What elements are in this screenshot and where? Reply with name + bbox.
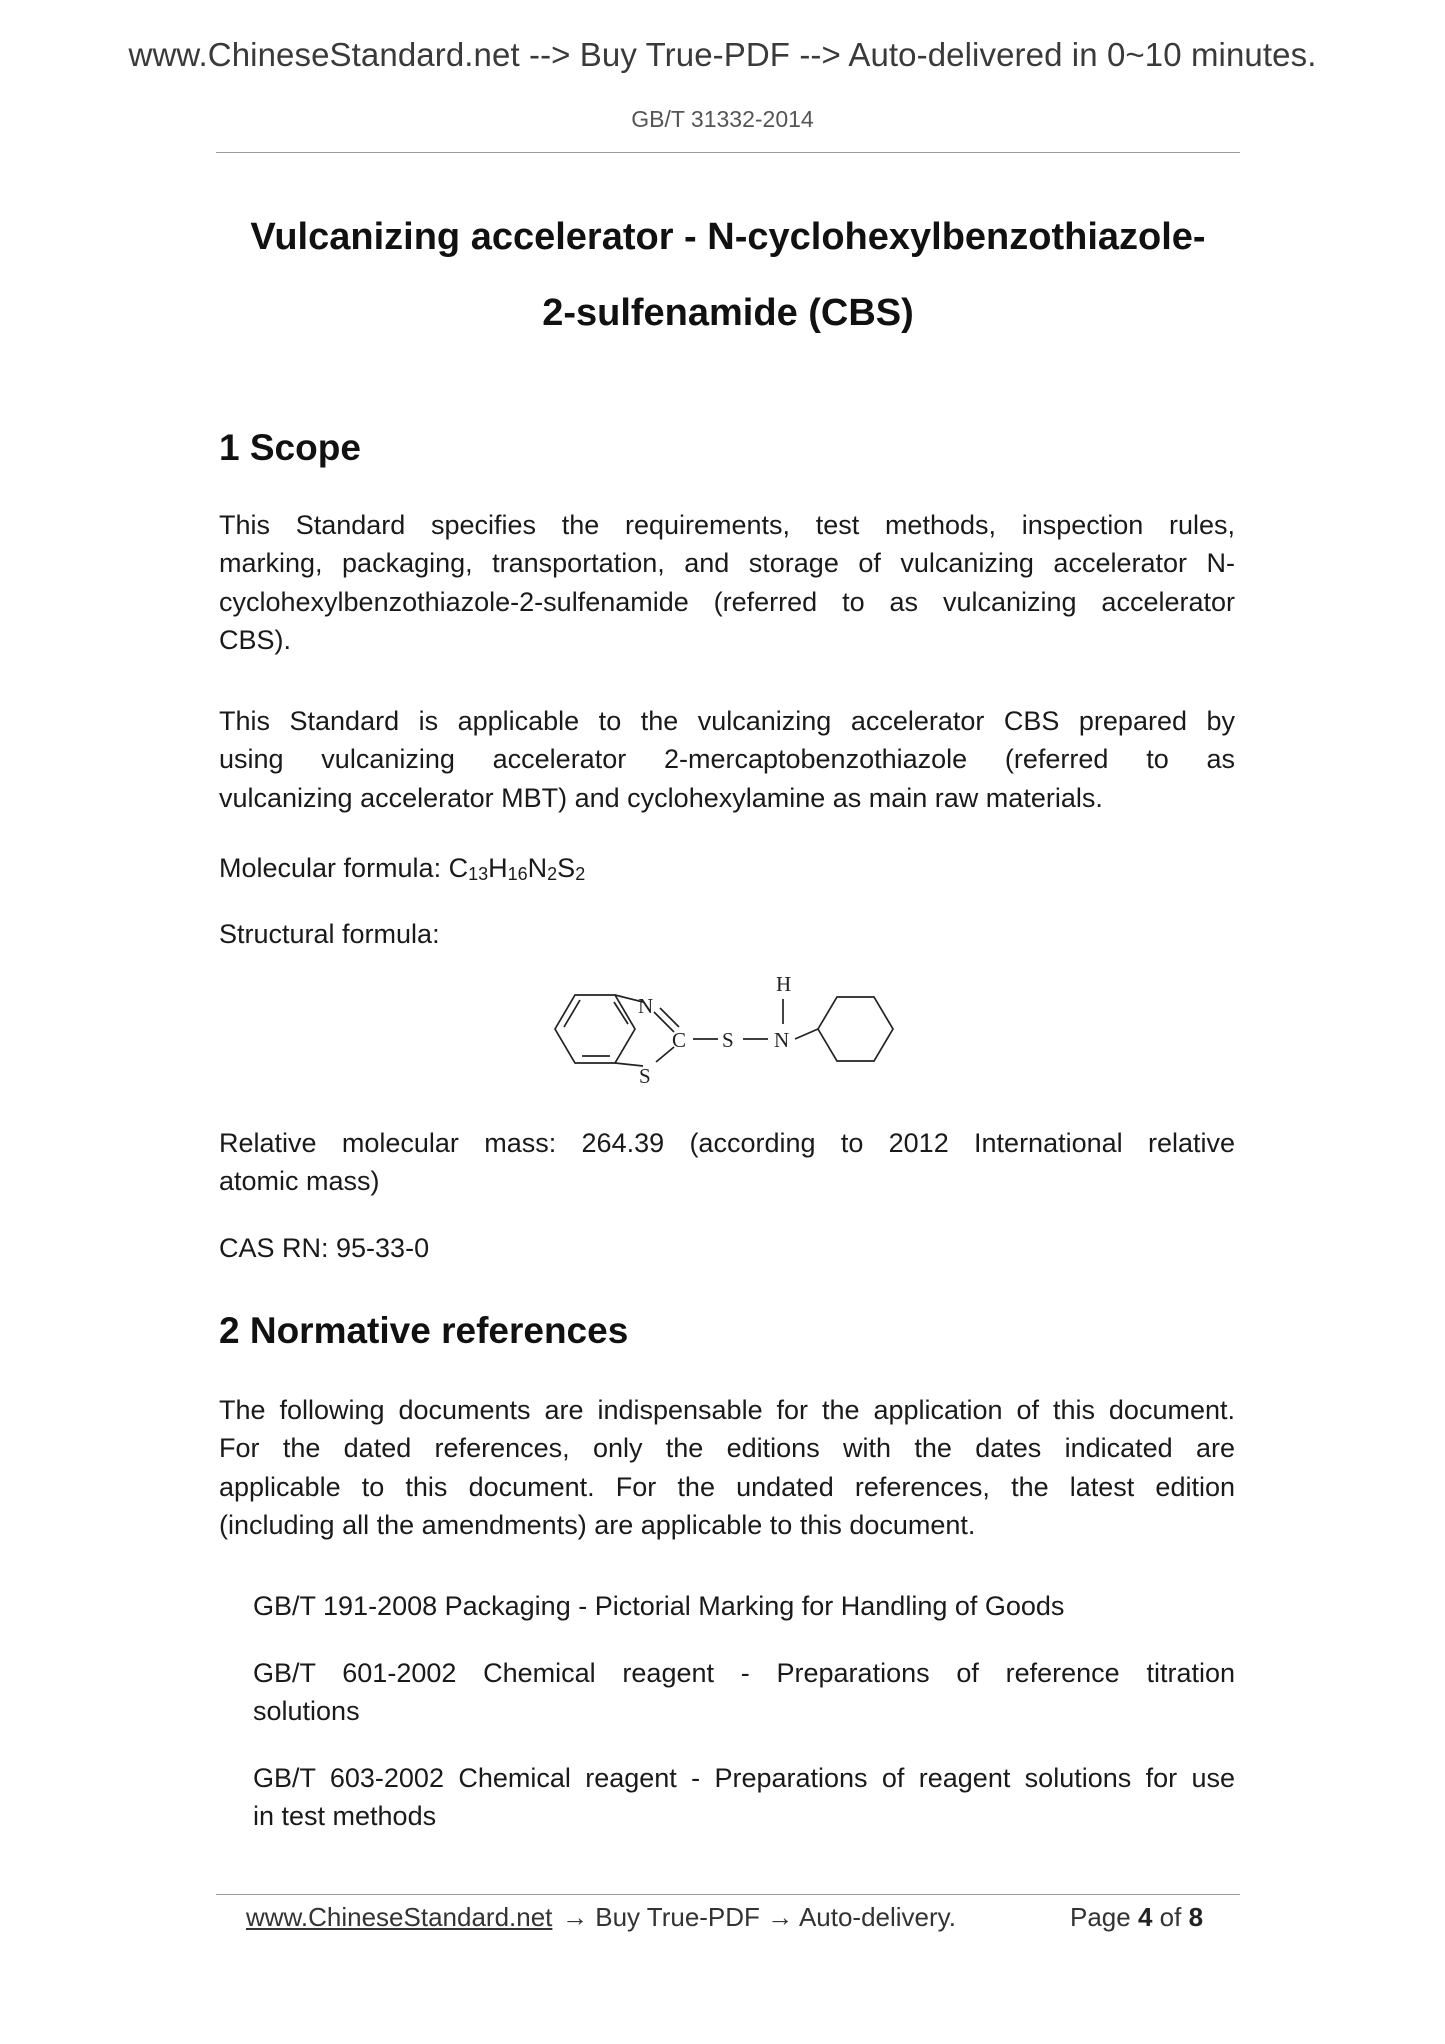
footer-text: → Buy True-PDF → Auto-delivery. [562,1902,956,1932]
document-title-line-1: Vulcanizing accelerator - N-cyclohexylbenzothiazole- [250,216,1206,258]
atom-label-s: S [639,1064,651,1088]
formula-element: N [527,853,548,883]
paragraph-line: applicable to this document. For the undated references, the latest edition [219,1471,1235,1502]
paragraph-line: This Standard is applicable to the vulcanizing accelerator CBS prepared by [219,706,1235,736]
normative-intro-paragraph [219,1391,1235,1545]
cbs-structure-svg [540,966,920,1096]
atom-label-n: N [638,994,654,1018]
reference-line: GB/T 601-2002 Chemical reagent - Preparations of reference titration [253,1658,1235,1688]
reference-item [253,1587,1235,1625]
reference-item [253,1654,1235,1731]
formula-subscript: 13 [468,864,489,884]
paragraph-line: cyclohexylbenzothiazole-2-sulfenamide (referred to as vulcanizing accelerator [219,586,1235,617]
reference-line: in test methods [253,1801,437,1832]
formula-element: H [488,853,508,883]
page-number: 4 [1137,1902,1153,1932]
paragraph-line: Relative molecular mass: 264.39 (according to 2012 International relative [219,1128,1235,1158]
page-total: 8 [1188,1902,1204,1932]
paragraph-line: For the dated references, only the editions with the dates indicated are [219,1433,1235,1464]
footer-site-link[interactable]: www.ChineseStandard.net [246,1902,553,1932]
header-banner: www.ChineseStandard.net --> Buy True-PDF --> Auto-delivered in 0~10 minutes. [128,36,1317,73]
atom-label-h: H [776,972,792,996]
section-heading-normative-references: 2 Normative references [219,1310,629,1351]
formula-element: C [448,853,469,883]
cas-number: CAS RN: 95-33-0 [219,1233,430,1263]
section-heading-scope: 1 Scope [219,427,361,468]
molecular-formula-label: Molecular formula: [219,853,449,883]
paragraph-line: vulcanizing accelerator MBT) and cyclohexylamine as main raw materials. [219,782,1103,813]
ring-double-bond-n-c [660,1008,679,1027]
scope-paragraph-1 [219,506,1235,660]
reference-line: GB/T 191-2008 Packaging - Pictorial Marking for Handling of Goods [253,1591,1065,1621]
formula-subscript: 2 [547,864,558,884]
paragraph-line: using vulcanizing accelerator 2-mercaptobenzothiazole (referred to as [219,744,1235,775]
standard-code: GB/T 31332-2014 [631,106,814,132]
paragraph-line: atomic mass) [219,1166,380,1197]
atom-label-n: N [774,1028,790,1052]
scope-paragraph-2 [219,702,1235,817]
structural-formula-diagram [540,966,920,1096]
paragraph-line: CBS). [219,625,292,656]
structural-formula-label: Structural formula: [219,919,440,949]
page-indicator [1070,1902,1203,1933]
ring-bond-n-c [654,1012,674,1032]
cyclohexane-ring [818,997,893,1061]
molecular-formula [219,849,1235,887]
paragraph-line: marking, packaging, transportation, and storage of vulcanizing accelerator N- [219,548,1235,579]
page-prefix: Page [1070,1902,1138,1932]
relative-molecular-mass [219,1124,1235,1201]
footer-divider [216,1894,1240,1895]
formula-subscript: 2 [575,864,586,884]
formula-subscript: 16 [507,864,528,884]
atom-label-s: S [722,1028,734,1052]
paragraph-line: The following documents are indispensable for the application of this document. [219,1395,1235,1425]
document-title-line-2: 2-sulfenamide (CBS) [542,292,914,334]
atom-label-c: C [672,1028,687,1052]
reference-item [253,1759,1235,1836]
header-divider [216,152,1240,153]
reference-line: GB/T 603-2002 Chemical reagent - Preparations of reagent solutions for use [253,1763,1235,1793]
formula-element: S [557,853,576,883]
page-of: of [1152,1902,1189,1932]
reference-line: solutions [253,1696,360,1727]
paragraph-line: This Standard specifies the requirements, test methods, inspection rules, [219,510,1235,540]
paragraph-line: (including all the amendments) are applicable to this document. [219,1510,976,1541]
bond-n-cyclohexyl [795,1029,818,1039]
benzene-double-bond [564,1000,580,1027]
benzene-ring [555,995,635,1063]
page-footer [246,1902,1236,1938]
